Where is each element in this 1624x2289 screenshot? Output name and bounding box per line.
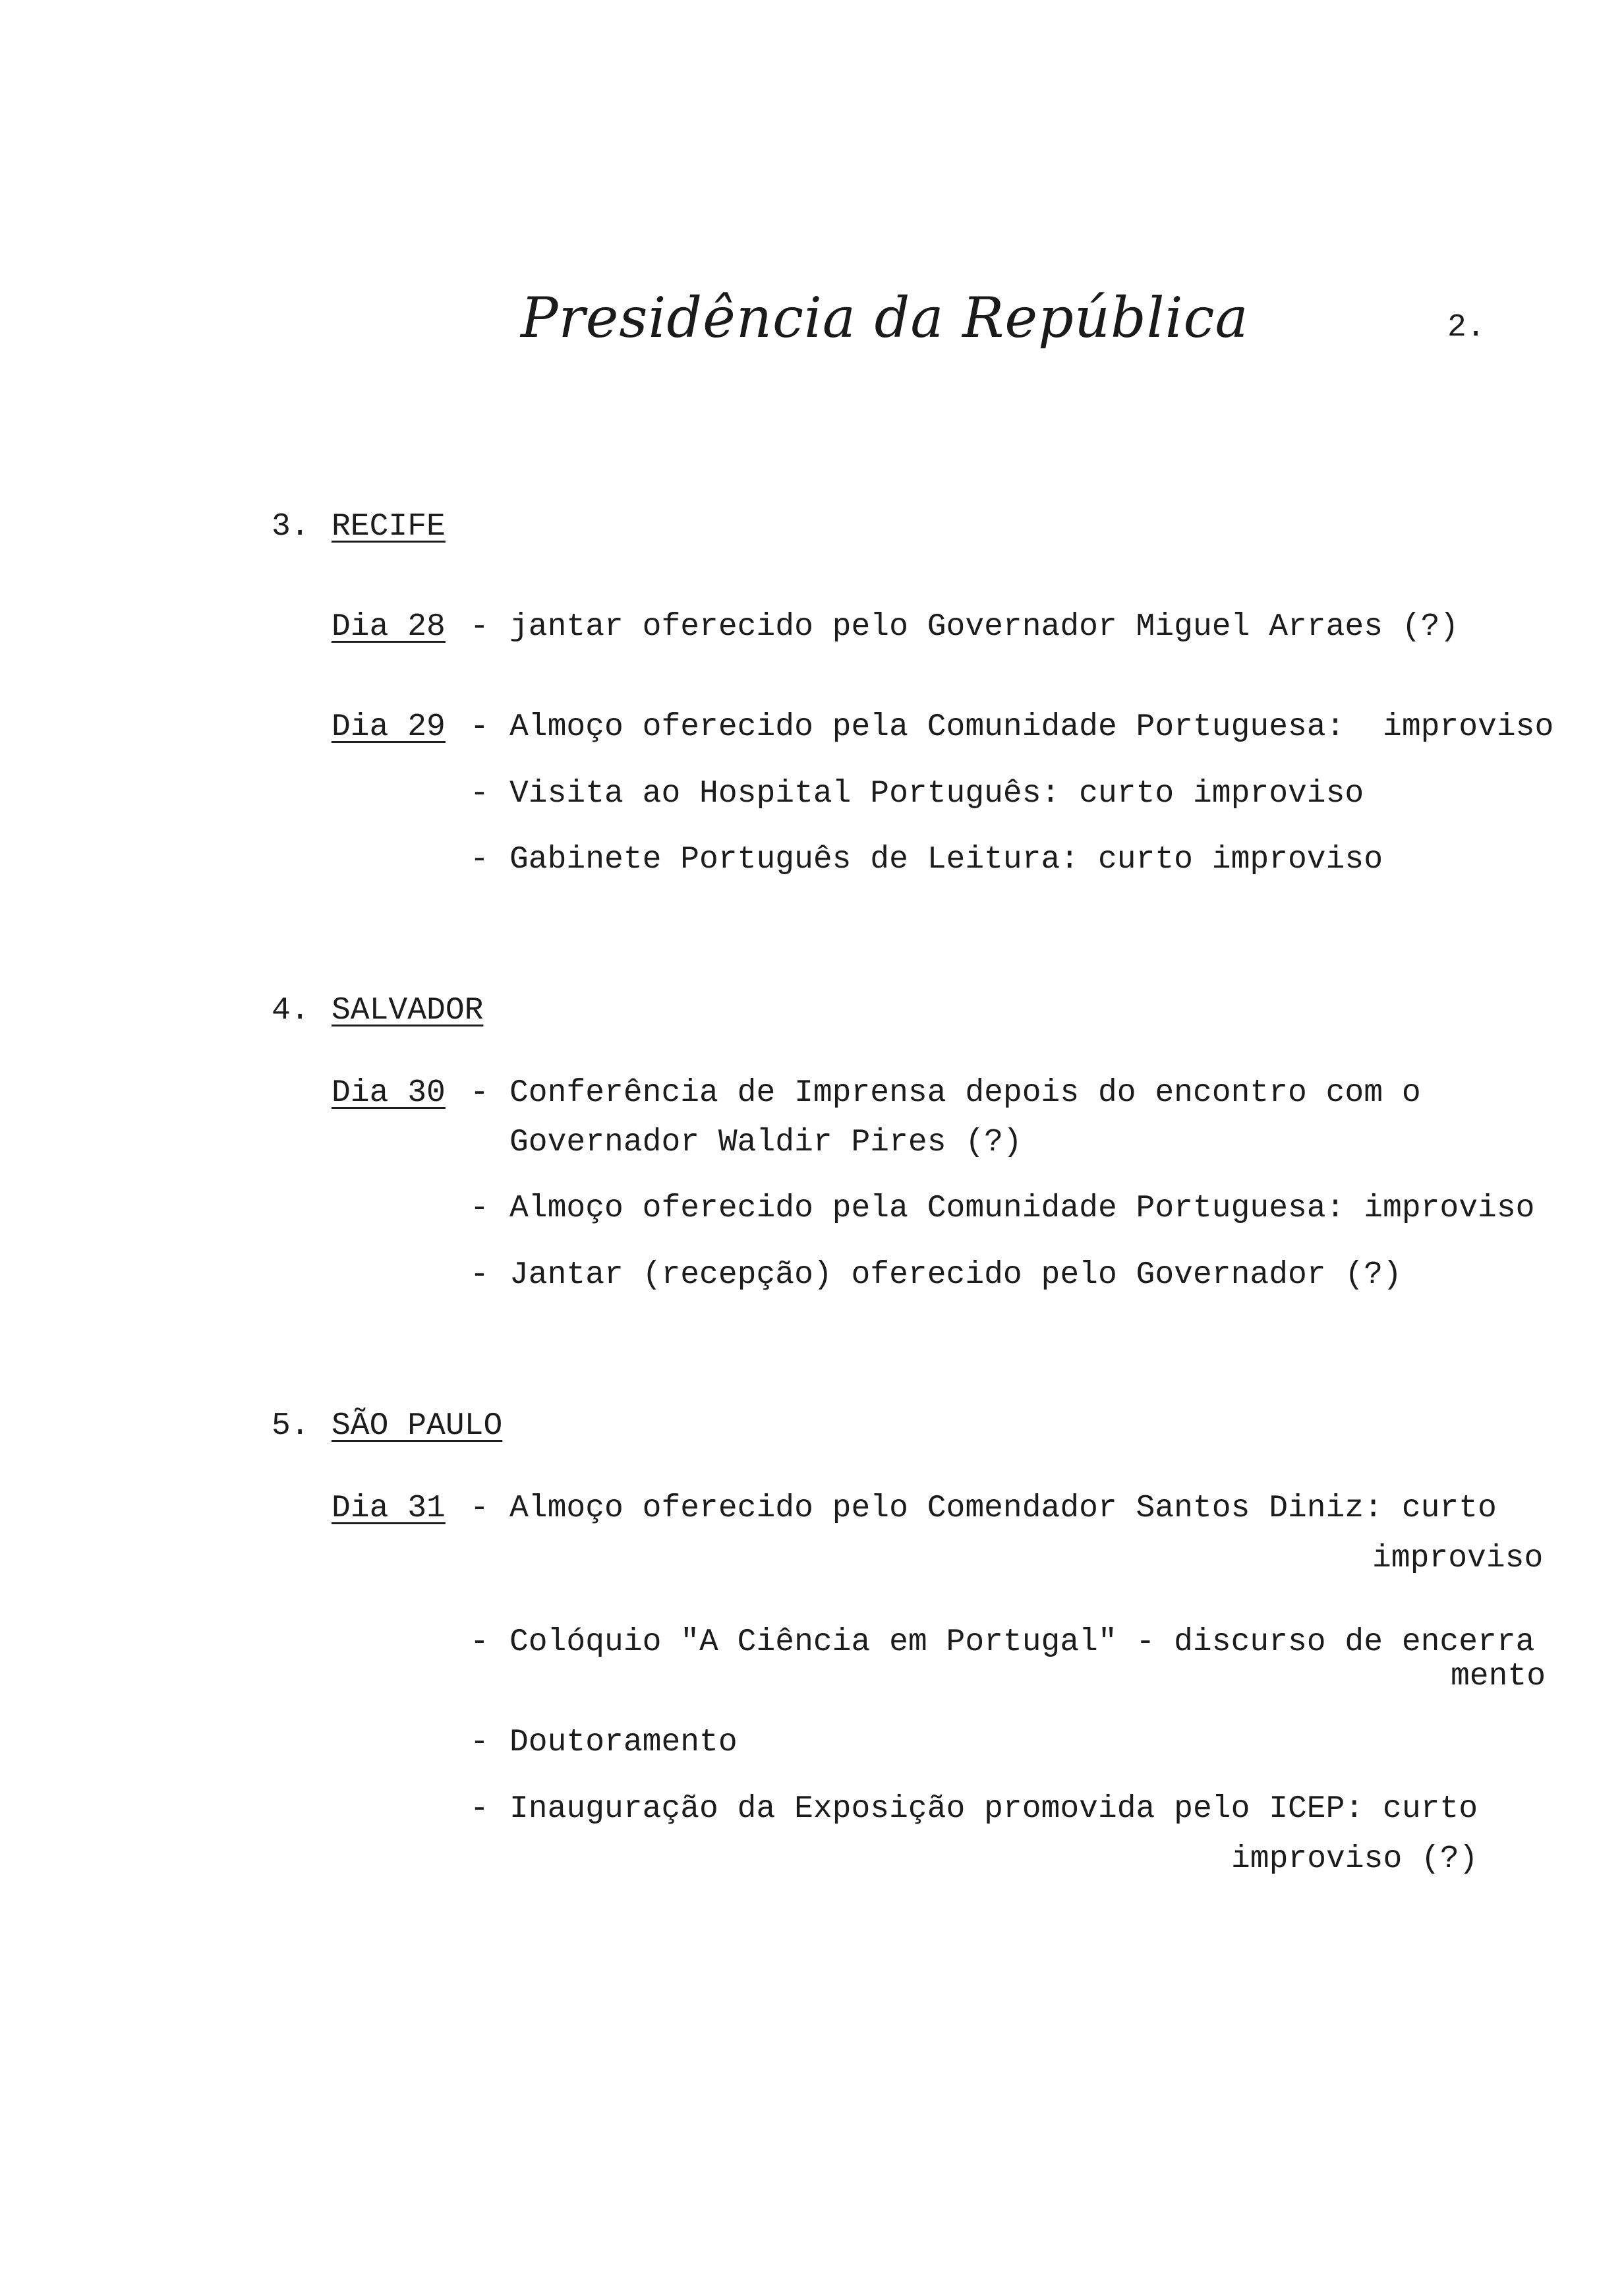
- dash: -: [470, 1624, 489, 1660]
- section-title: SÃO PAULO: [332, 1408, 503, 1444]
- agenda-item-text: Colóquio "A Ciência em Portugal" - discurso de encerra: [509, 1624, 1535, 1660]
- day-label: Dia 30: [332, 1075, 446, 1111]
- section-number: 4.: [272, 993, 310, 1028]
- agenda-item-text: Almoço oferecido pelo Comendador Santos Diniz: curto: [509, 1491, 1497, 1526]
- agenda-item-text: Visita ao Hospital Português: curto improviso: [509, 776, 1364, 812]
- dash: -: [470, 1791, 489, 1827]
- section-number: 5.: [272, 1408, 310, 1444]
- day-label: Dia 29: [332, 709, 446, 745]
- agenda-item-text: Almoço oferecido pela Comunidade Portuguesa: improviso: [509, 1191, 1535, 1226]
- letterhead-logo: Presidência da República: [521, 285, 1249, 350]
- agenda-item-continuation: improviso: [1372, 1541, 1544, 1576]
- agenda-item-text: Inauguração da Exposição promovida pelo ICEP: curto: [509, 1791, 1478, 1827]
- agenda-item-text: jantar oferecido pelo Governador Miguel Arraes (?): [509, 609, 1459, 645]
- dash: -: [470, 1257, 489, 1293]
- agenda-item-text: Gabinete Português de Leitura: curto improviso: [509, 842, 1383, 877]
- section-number: 3.: [272, 509, 310, 545]
- agenda-item-text: Doutoramento: [509, 1725, 738, 1760]
- agenda-item-text: Almoço oferecido pela Comunidade Portuguesa: improviso: [509, 709, 1554, 745]
- agenda-item-text: Jantar (recepção) oferecido pelo Governador (?): [509, 1257, 1402, 1293]
- dash: -: [470, 709, 489, 745]
- dash: -: [470, 776, 489, 812]
- agenda-item-text: Governador Waldir Pires (?): [509, 1125, 1022, 1160]
- agenda-item-continuation: mento: [1451, 1659, 1546, 1694]
- section-title: SALVADOR: [332, 993, 484, 1028]
- dash: -: [470, 609, 489, 645]
- day-label: Dia 31: [332, 1491, 446, 1526]
- page-number: 2.: [1447, 310, 1486, 345]
- dash: -: [470, 1725, 489, 1760]
- day-label: Dia 28: [332, 609, 446, 645]
- dash: -: [470, 1191, 489, 1226]
- dash: -: [470, 1491, 489, 1526]
- dash: -: [470, 1075, 489, 1111]
- agenda-item-continuation: improviso (?): [1231, 1841, 1478, 1877]
- section-title: RECIFE: [332, 509, 446, 545]
- agenda-item-text: Conferência de Imprensa depois do encontro com o: [509, 1075, 1421, 1111]
- dash: -: [470, 842, 489, 877]
